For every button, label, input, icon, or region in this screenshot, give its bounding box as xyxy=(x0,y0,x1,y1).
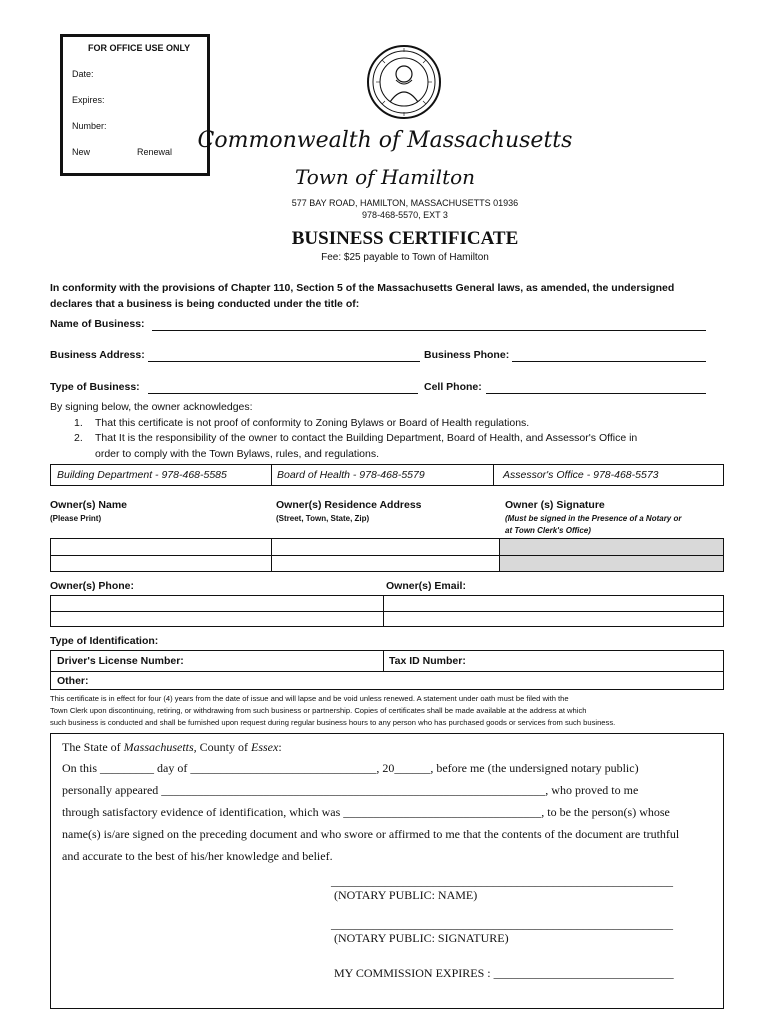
intro-line-2: declares that a business is being conducted under the title of: xyxy=(50,298,360,310)
notary-name-label: (NOTARY PUBLIC: NAME) xyxy=(334,888,478,902)
office-use-box xyxy=(60,34,210,176)
name-of-business-label: Name of Business: xyxy=(50,318,145,330)
notary-signature-line[interactable]: _________________________________________________________ xyxy=(331,917,673,931)
business-address-field[interactable] xyxy=(148,361,420,362)
other-id-label: Other: xyxy=(57,675,89,687)
header-phone: 978-468-5570, EXT 3 xyxy=(362,210,448,220)
notary-line-5: name(s) is/are signed on the preceding document and who swore or affirmed to me that the contents of the document are truthful xyxy=(62,827,680,841)
phone-email-table xyxy=(50,595,724,627)
cell-phone-field[interactable] xyxy=(486,393,706,394)
disclaimer-line-2: Town Clerk upon discontinuing, retiring, or withdrawing from such business or partnership. Copies of certificates shall be made available at the address at which xyxy=(50,706,587,715)
owners-table xyxy=(50,538,724,572)
office-renewal-label: Renewal xyxy=(137,147,173,157)
owner-address-cell[interactable] xyxy=(272,539,499,555)
owner-name-header: Owner(s) Name xyxy=(50,499,128,511)
cell-phone-label: Cell Phone: xyxy=(424,381,482,393)
identification-table xyxy=(50,650,724,690)
notary-signature-label: (NOTARY PUBLIC: SIGNATURE) xyxy=(334,931,509,945)
intro-line-1: In conformity with the provisions of Chapter 110, Section 5 of the Massachusetts General laws, as amended, the undersigned xyxy=(50,282,675,294)
owner-address-cell[interactable] xyxy=(272,556,499,571)
ack-item-2-number: 2. xyxy=(74,432,83,444)
ack-item-2-line-1: That It is the responsibility of the owner to contact the Building Department, Board of Health, and Assessor's Office in xyxy=(95,432,638,444)
ack-intro: By signing below, the owner acknowledges: xyxy=(50,401,253,413)
owner-address-sub: (Street, Town, State, Zip) xyxy=(276,514,370,523)
notary-line-2: On this _________ day of _______________________________, 20______, before me (the undersigned notary public) xyxy=(62,761,639,775)
page-title: BUSINESS CERTIFICATE xyxy=(291,228,519,249)
town-seal-icon xyxy=(366,44,442,120)
owner-phone-label: Owner(s) Phone: xyxy=(50,580,135,592)
board-of-health-contact: Board of Health - 978-468-5579 xyxy=(277,469,425,481)
owner-email-label: Owner(s) Email: xyxy=(386,580,466,592)
notary-line-4: through satisfactory evidence of identification, which was _________________________________, to be the person(s) whose xyxy=(62,805,670,819)
header-town: Town of Hamilton xyxy=(294,165,476,189)
notary-box xyxy=(50,733,724,1009)
ack-item-1: That this certificate is not proof of conformity to Zoning Bylaws or Board of Health regulations. xyxy=(95,417,530,429)
notary-county-prefix: County of xyxy=(196,740,251,754)
notary-county-suffix: : xyxy=(278,740,282,754)
header-address: 577 BAY ROAD, HAMILTON, MASSACHUSETTS 01936 xyxy=(291,198,519,208)
type-of-business-label: Type of Business: xyxy=(50,381,140,393)
owner-phone-cell[interactable] xyxy=(51,596,383,611)
notary-line-3: personally appeared ________________________________________________________________, who proved to me xyxy=(62,783,639,797)
owner-signature-sub-1: (Must be signed in the Presence of a Notary or xyxy=(505,514,682,523)
notary-state-prefix: The State of xyxy=(62,740,124,754)
drivers-license-label: Driver's License Number: xyxy=(57,655,184,667)
name-of-business-field[interactable] xyxy=(152,330,706,331)
owner-name-cell[interactable] xyxy=(51,539,271,555)
owner-name-cell[interactable] xyxy=(51,556,271,571)
business-phone-label: Business Phone: xyxy=(424,349,510,361)
ack-item-2-line-2: order to comply with the Town Bylaws, rules, and regulations. xyxy=(95,448,380,460)
header-commonwealth: Commonwealth of Massachusetts xyxy=(197,128,573,153)
owner-signature-header: Owner (s) Signature xyxy=(505,499,605,511)
type-of-business-field[interactable] xyxy=(148,393,418,394)
notary-state-line xyxy=(62,740,282,755)
owner-name-sub: (Please Print) xyxy=(50,514,102,523)
business-phone-field[interactable] xyxy=(512,361,706,362)
assessor-contact: Assessor's Office - 978-468-5573 xyxy=(503,469,659,481)
notary-commission-expires[interactable]: MY COMMISSION EXPIRES : ______________________________ xyxy=(334,966,674,980)
office-new-label: New xyxy=(72,147,91,157)
owner-address-header: Owner(s) Residence Address xyxy=(276,499,422,511)
notary-county: Essex xyxy=(251,740,279,754)
office-date-label: Date: xyxy=(72,69,94,79)
notary-line-6: and accurate to the best of his/her knowledge and belief. xyxy=(62,849,333,863)
disclaimer-line-3: such business is conducted and shall be furnished upon request during regular business hours to any person who has purchased goods or services from such business. xyxy=(50,718,616,727)
ack-item-1-number: 1. xyxy=(74,417,83,429)
owner-email-cell[interactable] xyxy=(384,612,723,626)
owner-signature-sub-2: at Town Clerk's Office) xyxy=(505,526,591,535)
notary-name-line[interactable]: _________________________________________________________ xyxy=(331,874,673,888)
owner-email-cell[interactable] xyxy=(384,596,723,611)
office-number-label: Number: xyxy=(72,121,107,131)
contacts-row xyxy=(50,464,724,486)
tax-id-label: Tax ID Number: xyxy=(389,655,466,667)
identification-title: Type of Identification: xyxy=(50,635,159,647)
business-address-label: Business Address: xyxy=(50,349,145,361)
owner-phone-cell[interactable] xyxy=(51,612,383,626)
disclaimer-line-1: This certificate is in effect for four (4) years from the date of issue and will lapse and be void unless renewed. A statement under oath must be filed with the xyxy=(50,694,569,703)
building-dept-contact: Building Department - 978-468-5585 xyxy=(57,469,227,481)
office-expires-label: Expires: xyxy=(72,95,105,105)
notary-state: Massachusetts, xyxy=(123,740,197,754)
office-use-title: FOR OFFICE USE ONLY xyxy=(88,43,191,53)
fee-text: Fee: $25 payable to Town of Hamilton xyxy=(321,252,489,263)
